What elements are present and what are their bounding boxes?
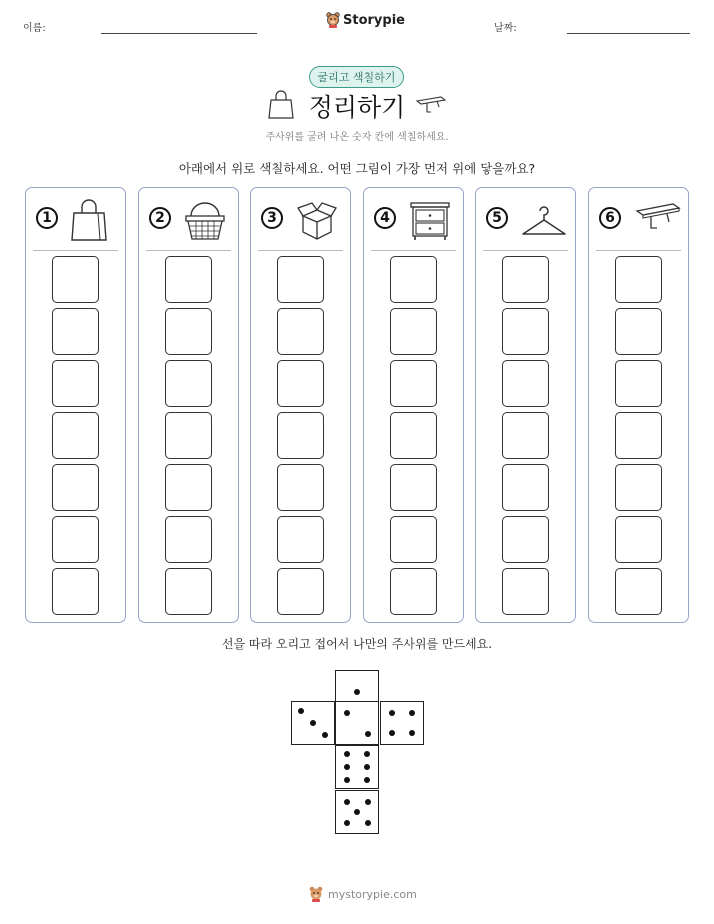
dice-pip [344, 764, 350, 770]
coloring-cell[interactable] [52, 256, 99, 303]
dice-pip [344, 777, 350, 783]
column-4 [363, 187, 464, 623]
column-divider [371, 250, 456, 251]
dice-face-5 [335, 790, 379, 834]
coloring-cell[interactable] [502, 568, 549, 615]
column-number: 2 [149, 207, 171, 229]
coloring-cell[interactable] [165, 256, 212, 303]
coloring-cell[interactable] [390, 412, 437, 459]
coloring-cell[interactable] [502, 464, 549, 511]
dice-face-4 [380, 701, 424, 745]
shelf-icon [633, 198, 681, 242]
coloring-cell[interactable] [502, 360, 549, 407]
coloring-cell[interactable] [165, 516, 212, 563]
dice-pip [364, 764, 370, 770]
coloring-cell[interactable] [390, 308, 437, 355]
dice-pip [364, 751, 370, 757]
coloring-cell[interactable] [52, 516, 99, 563]
coloring-cell[interactable] [390, 568, 437, 615]
coloring-cell[interactable] [277, 308, 324, 355]
coloring-cell[interactable] [277, 360, 324, 407]
shopping-bag-icon [70, 198, 108, 246]
dresser-icon [408, 198, 452, 246]
coloring-cell[interactable] [52, 464, 99, 511]
coloring-cell[interactable] [502, 256, 549, 303]
coloring-cell[interactable] [165, 412, 212, 459]
coloring-cell[interactable] [502, 516, 549, 563]
basket-icon [183, 198, 227, 246]
dice-pip [344, 751, 350, 757]
coloring-cell[interactable] [615, 516, 662, 563]
coloring-cell[interactable] [390, 360, 437, 407]
column-divider [258, 250, 343, 251]
name-line[interactable] [101, 33, 257, 34]
coloring-cell[interactable] [277, 516, 324, 563]
hanger-icon [520, 198, 568, 246]
dice-pip [344, 799, 350, 805]
column-number: 1 [36, 207, 58, 229]
dice-face-6 [335, 745, 379, 789]
box-icon [295, 198, 339, 246]
coloring-cell[interactable] [615, 412, 662, 459]
coloring-cell[interactable] [277, 568, 324, 615]
bear-logo-icon [326, 12, 340, 28]
column-number: 4 [374, 207, 396, 229]
column-number: 3 [261, 207, 283, 229]
column-divider [146, 250, 231, 251]
coloring-cell[interactable] [615, 464, 662, 511]
dice-pip [354, 809, 360, 815]
dice-pip [409, 730, 415, 736]
dice-pip [365, 731, 371, 737]
dice-pip [344, 710, 350, 716]
column-number: 5 [486, 207, 508, 229]
column-divider [483, 250, 568, 251]
coloring-cell[interactable] [52, 568, 99, 615]
dice-pip [365, 799, 371, 805]
shelf-icon [415, 95, 447, 117]
page-title: 정리하기 [308, 93, 406, 122]
dice-pip [364, 777, 370, 783]
coloring-cell[interactable] [615, 256, 662, 303]
coloring-cell[interactable] [277, 256, 324, 303]
coloring-cell[interactable] [165, 568, 212, 615]
coloring-cell[interactable] [165, 360, 212, 407]
coloring-cell[interactable] [52, 308, 99, 355]
coloring-cell[interactable] [165, 308, 212, 355]
coloring-cell[interactable] [615, 308, 662, 355]
dice-pip [409, 710, 415, 716]
coloring-cell[interactable] [52, 412, 99, 459]
dice-pip [298, 708, 304, 714]
coloring-cell[interactable] [390, 256, 437, 303]
dice-pip [354, 689, 360, 695]
dice-pip [389, 730, 395, 736]
coloring-cell[interactable] [502, 412, 549, 459]
column-3 [250, 187, 351, 623]
column-2 [138, 187, 239, 623]
dice-pip [389, 710, 395, 716]
storypie-logo [326, 12, 405, 28]
subtitle: 주사위를 굴려 나온 숫자 칸에 색칠하세요. [265, 132, 449, 143]
date-label: 날짜: [494, 23, 517, 34]
dice-face-2 [335, 701, 379, 745]
bear-logo-icon [308, 886, 324, 902]
column-divider [33, 250, 118, 251]
coloring-cell[interactable] [52, 360, 99, 407]
coloring-cell[interactable] [502, 308, 549, 355]
coloring-cell[interactable] [165, 464, 212, 511]
column-6 [588, 187, 689, 623]
coloring-cell[interactable] [277, 412, 324, 459]
cut-instruction: 선을 따라 오리고 접어서 나만의 주사위를 만드세요. [221, 637, 493, 651]
coloring-cell[interactable] [277, 464, 324, 511]
footer [308, 886, 417, 902]
coloring-cell[interactable] [390, 464, 437, 511]
name-label: 이름: [23, 23, 46, 34]
brand-name: Storypie [343, 12, 405, 28]
column-1 [25, 187, 126, 623]
coloring-cell[interactable] [615, 360, 662, 407]
coloring-cell[interactable] [390, 516, 437, 563]
column-number: 6 [599, 207, 621, 229]
dice-face-3 [291, 701, 335, 745]
date-line[interactable] [567, 33, 690, 34]
column-5 [475, 187, 576, 623]
dice-pip [344, 820, 350, 826]
dice-pip [365, 820, 371, 826]
coloring-cell[interactable] [615, 568, 662, 615]
footer-url[interactable]: mystorypie.com [328, 887, 417, 901]
instruction-text: 아래에서 위로 색칠하세요. 어떤 그림이 가장 먼저 위에 닿을까요? [178, 161, 536, 176]
column-divider [596, 250, 681, 251]
dice-pip [322, 732, 328, 738]
activity-badge: 굴리고 색칠하기 [309, 66, 404, 88]
dice-pip [310, 720, 316, 726]
